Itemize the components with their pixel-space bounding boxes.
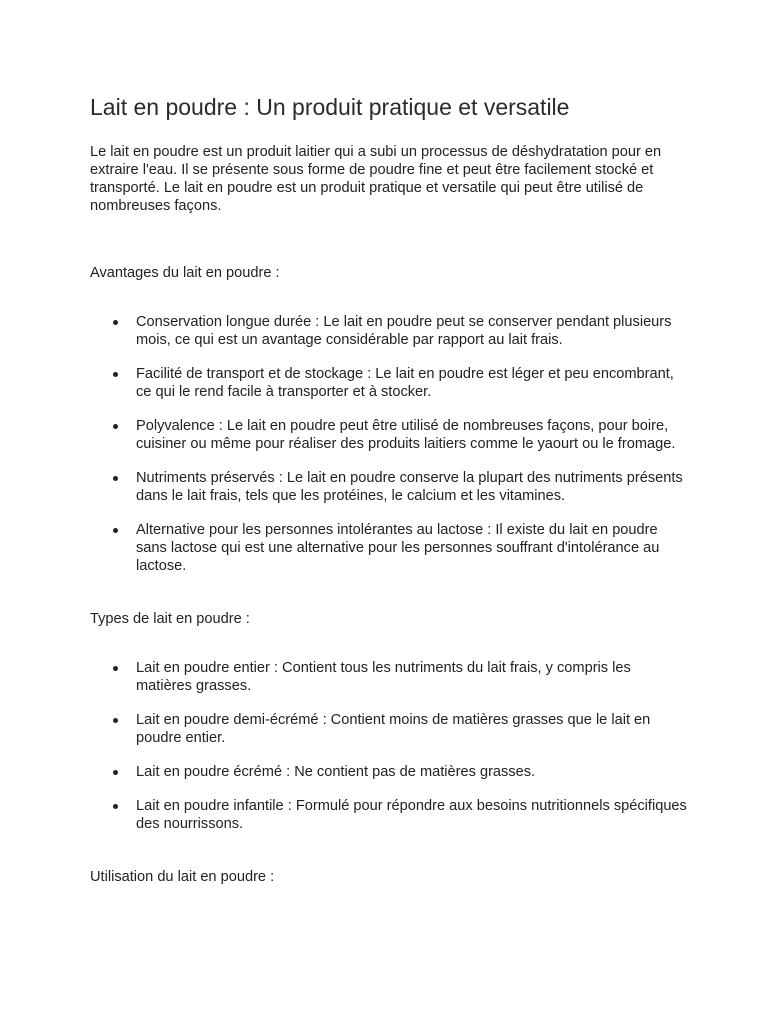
list-item-text: Lait en poudre infantile : Formulé pour répondre aux besoins nutritionnels spécifiques des nourrissons. — [136, 798, 687, 832]
list-item-text: Alternative pour les personnes intolérantes au lactose : Il existe du lait en poudre sans lactose qui est une alternative pour les personnes souffrant d'intolérance au lactose. — [136, 522, 660, 574]
list-item — [136, 763, 688, 781]
bullet-icon — [113, 320, 118, 325]
bullet-icon — [113, 424, 118, 429]
section-heading-utilisation: Utilisation du lait en poudre : — [90, 869, 275, 885]
list-item-text: Nutriments préservés : Le lait en poudre conserve la plupart des nutriments présents dans le lait frais, tels que les protéines, le calcium et les vitamines. — [136, 470, 683, 504]
bullet-icon — [113, 666, 118, 671]
bullet-icon — [113, 528, 118, 533]
list-item — [136, 521, 688, 575]
list-item-text: Polyvalence : Le lait en poudre peut être utilisé de nombreuses façons, pour boire, cuisiner ou même pour réaliser des produits laitiers comme le yaourt ou le fromage. — [136, 418, 676, 452]
list-item — [136, 659, 688, 695]
section-heading-types: Types de lait en poudre : — [90, 611, 250, 627]
list-item-text: Facilité de transport et de stockage : Le lait en poudre est léger et peu encombrant, ce qui le rend facile à transporter et à stocker. — [136, 366, 674, 400]
bullet-icon — [113, 804, 118, 809]
list-item — [136, 365, 688, 401]
list-item — [136, 711, 688, 747]
document-title: Lait en poudre : Un produit pratique et versatile — [90, 94, 570, 120]
bullet-icon — [113, 770, 118, 775]
list-item-text: Lait en poudre demi-écrémé : Contient moins de matières grasses que le lait en poudre entier. — [136, 712, 651, 746]
list-item — [136, 797, 688, 833]
bullet-icon — [113, 372, 118, 377]
bullet-icon — [113, 718, 118, 723]
avantages-list — [90, 313, 688, 575]
types-list — [90, 659, 688, 833]
list-item-text: Lait en poudre entier : Contient tous les nutriments du lait frais, y compris les matières grasses. — [136, 660, 631, 694]
list-item-text: Lait en poudre écrémé : Ne contient pas de matières grasses. — [136, 764, 536, 780]
list-item — [136, 469, 688, 505]
list-item — [136, 417, 688, 453]
section-heading-avantages: Avantages du lait en poudre : — [90, 265, 280, 281]
list-item — [136, 313, 688, 349]
list-item-text: Conservation longue durée : Le lait en poudre peut se conserver pendant plusieurs mois, ce qui est un avantage considérable par rapport au lait frais. — [136, 314, 672, 348]
intro-paragraph: Le lait en poudre est un produit laitier qui a subi un processus de déshydratation pour en extraire l'eau. Il se présente sous forme de poudre fine et peut être facilement stocké et transporté. Le lait en poudre est un produit pratique et versatile qui peut être utilisé de nombreuses façons. — [90, 144, 662, 214]
bullet-icon — [113, 476, 118, 481]
